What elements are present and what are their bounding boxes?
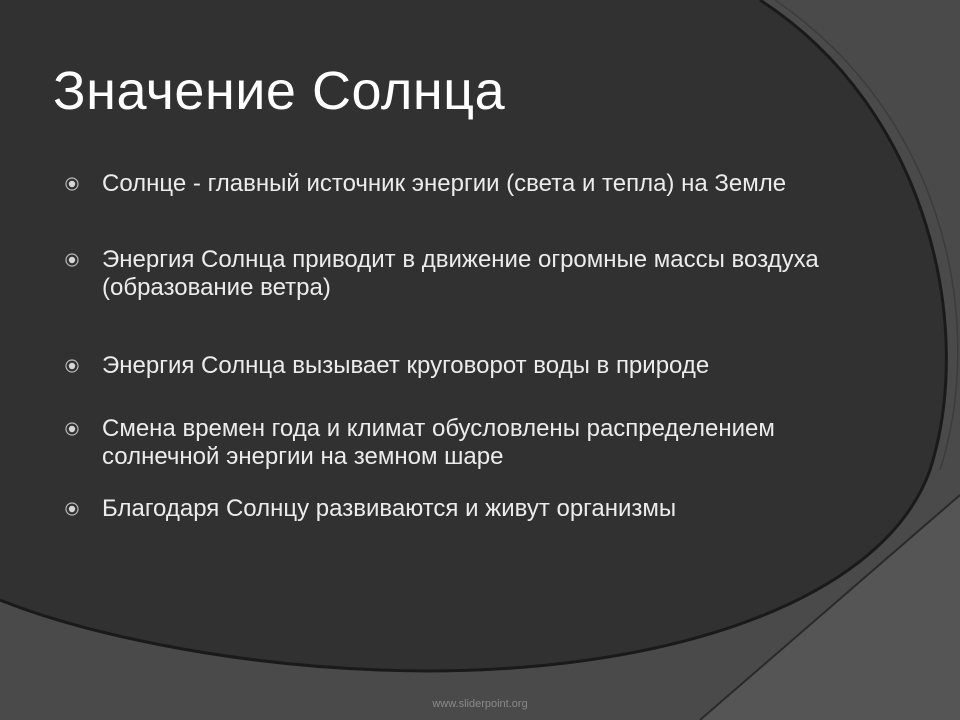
circle-dot-bullet-icon bbox=[65, 359, 79, 373]
list-item bbox=[65, 352, 855, 380]
circle-dot-bullet-icon bbox=[65, 422, 79, 436]
bullet-text: Смена времен года и климат обусловлены распределением солнечной энергии на земном шаре bbox=[102, 415, 775, 470]
bullet-list bbox=[65, 170, 855, 571]
circle-dot-bullet-icon bbox=[65, 253, 79, 267]
bullet-text: Энергия Солнца вызывает круговорот воды в природе bbox=[102, 352, 710, 379]
list-item bbox=[65, 495, 855, 523]
footer-watermark: www.sliderpoint.org bbox=[432, 698, 528, 710]
list-item bbox=[65, 415, 855, 471]
bullet-text: Солнце - главный источник энергии (света и тепла) на Земле bbox=[102, 170, 787, 197]
list-item bbox=[65, 170, 855, 198]
list-item bbox=[65, 246, 855, 302]
circle-dot-bullet-icon bbox=[65, 502, 79, 516]
circle-dot-bullet-icon bbox=[65, 177, 79, 191]
bullet-text: Благодаря Солнцу развиваются и живут организмы bbox=[102, 495, 677, 522]
slide-title: Значение Солнца bbox=[53, 61, 506, 121]
bullet-text: Энергия Солнца приводит в движение огромные массы воздуха (образование ветра) bbox=[102, 246, 819, 301]
